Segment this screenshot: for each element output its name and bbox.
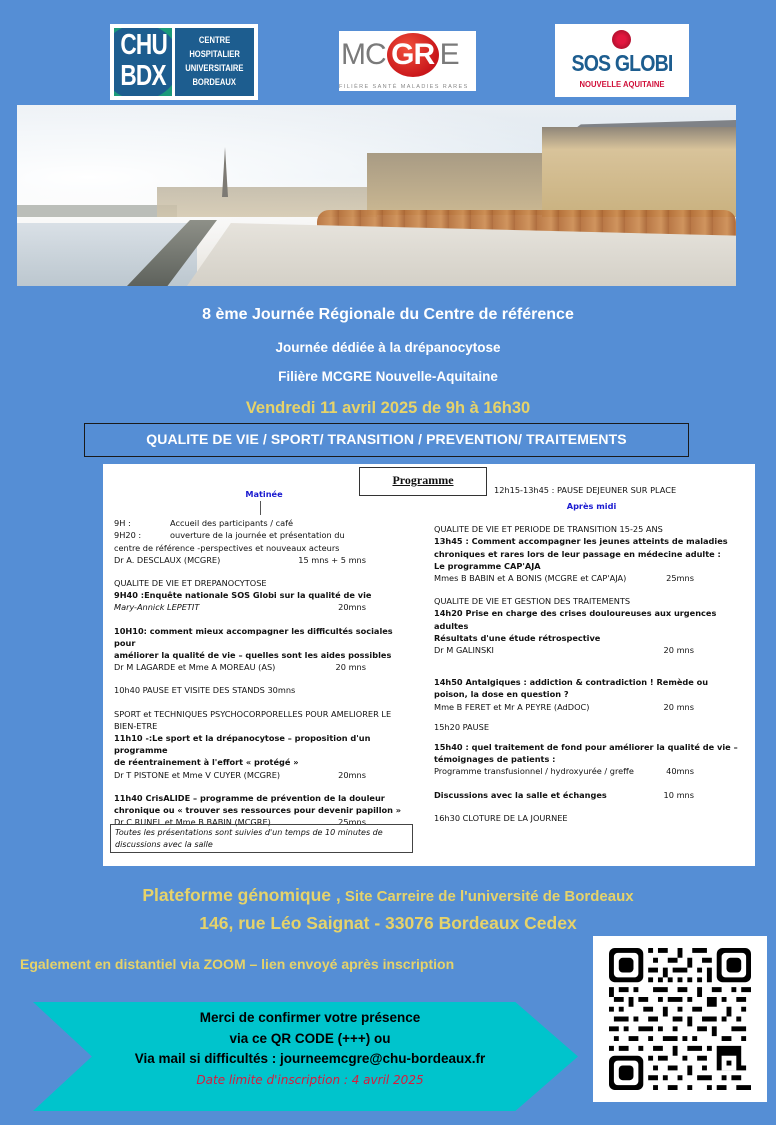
registration-email[interactable]: Via mail si difficultés : journeemcgre@chu-bordeaux.fr: [134, 1051, 486, 1066]
agenda-break-1040: 10h40 PAUSE ET VISITE DES STANDS 30mns: [114, 685, 296, 696]
mcgre-logo: MC GR E FILIÈRE SANTÉ MALADIES RARES: [339, 31, 476, 91]
agenda-item-1450: 14h50 Antalgiques : addiction & contradiction ! Remède ou poison, la dose en question ? Mme B FERET et Mr A PEYRE (AdDOC) 20 mns: [434, 677, 709, 712]
chu-mark: CHU BDX: [114, 28, 172, 96]
connector-line: [260, 501, 261, 515]
chu-bordeaux-logo: [110, 24, 258, 100]
morning-column: [114, 488, 414, 828]
sos-globi-title: SOS GLOBI: [571, 50, 673, 76]
remote-attendance-note: Egalement en distantiel via ZOOM – lien envoyé après inscription: [20, 956, 455, 972]
programme-title: Programme: [359, 467, 487, 496]
registration-qr-code[interactable]: [593, 936, 767, 1102]
venue-name: Plateforme génomique , Site Carreire de l'université de Bordeaux: [142, 885, 634, 905]
event-subtitle: Journée dédiée à la drépanocytose: [275, 340, 501, 355]
programme-panel: [103, 464, 755, 866]
chu-name: CENTRE HOSPITALIER UNIVERSITAIRE BORDEAUX: [175, 28, 254, 96]
event-date: Vendredi 11 avril 2025 de 9h à 16h30: [245, 399, 531, 417]
lunch-break: 12h15-13h45 : PAUSE DEJEUNER SUR PLACE: [494, 485, 677, 495]
registration-text: Merci de confirmer votre présence via ce QR CODE (+++) ou Via mail si difficultés : journeemcgre@chu-bordeaux.fr Date limite d'inscription : 4 avril 2025: [60, 1008, 560, 1090]
venue-address: 146, rue Léo Saignat - 33076 Bordeaux Cedex: [199, 913, 577, 933]
morning-label: Matinée: [245, 489, 283, 499]
agenda-break-1520: 15h20 PAUSE: [434, 721, 490, 732]
registration-deadline: Date limite d'inscription : 4 avril 2025: [196, 1072, 424, 1087]
flower-icon: [612, 30, 631, 49]
session-sport: SPORT et TECHNIQUES PSYCHOCORPORELLES POUR AMELIORER LE BIEN-ETRE 11h10 -:Le sport et la drépanocytose – proposition d'un programme de réentrainement à l'effort « protégé » Dr T PISTONE et Mme V CUYER (MCGRE) 20mns: [114, 708, 392, 780]
event-title: 8 ème Journée Régionale du Centre de référence: [202, 306, 574, 323]
afternoon-column: [434, 482, 749, 824]
session-transition: QUALITE DE VIE ET PERIODE DE TRANSITION 15-25 ANS 13h45 : Comment accompagner les jeunes atteints de maladies chroniques et rares lors de leur passage en médecine adulte : Le programme CAP'AJA Mmes B BABIN et A BONIS (MCGRE et CAP'AJA) 25mns: [434, 524, 728, 584]
agenda-item-1010: 10H10: comment mieux accompagner les difficultés sociales pour améliorer la qualité de vie – quelles sont les aides possibles Dr M LAGARDE et Mme A MOREAU (AS) 20 mns: [114, 625, 393, 673]
agenda-closing: 16h30 CLOTURE DE LA JOURNEE: [434, 812, 568, 823]
hero-photo-bordeaux: [17, 105, 736, 286]
discussion-note: Toutes les présentations sont suivies d'un temps de 10 minutes de discussions avec la salle: [110, 824, 413, 853]
session-quality-of-life: QUALITE DE VIE ET DREPANOCYTOSE 9H40 :Enquête nationale SOS Globi sur la qualité de vie Mary-Annick LEPETIT 20mns: [114, 578, 372, 613]
agenda-discussion: Discussions avec la salle et échanges 10 mns: [434, 789, 694, 800]
afternoon-label: Après midi: [566, 501, 617, 511]
agenda-item-0900: 9H : Accueil des participants / café 9H20 : ouverture de la journée et présentation du centre de référence -perspectives et nouveaux acteurs Dr A. DESCLAUX (MCGRE) 15 mns + 5 mns: [114, 518, 366, 565]
mcgre-red-disc: GR: [387, 33, 439, 77]
qr-code-icon: [609, 948, 751, 1090]
event-network: Filière MCGRE Nouvelle-Aquitaine: [278, 369, 498, 384]
sos-globi-subtitle: NOUVELLE AQUITAINE: [579, 79, 665, 89]
mcgre-subtitle: FILIÈRE SANTÉ MALADIES RARES: [339, 84, 469, 90]
agenda-item-1140: 11h40 CrisALIDE – programme de prévention de la douleur chronique ou « trouver ses ressources pour devenir papillon » Dr C RUNEL et Mme B BABIN (MCGRE) 25mns: [114, 792, 402, 828]
themes-banner: QUALITE DE VIE / SPORT/ TRANSITION / PREVENTION/ TRAITEMENTS: [84, 423, 689, 457]
sos-globi-logo: [555, 24, 689, 97]
agenda-item-1540: 15h40 : quel traitement de fond pour améliorer la qualité de vie – témoignages de patients : Programme transfusionnel / hydroxyurée / greffe 40mns: [434, 742, 738, 777]
session-treatments: QUALITE DE VIE ET GESTION DES TRAITEMENTS 14h20 Prise en charge des crises douloureuses aux urgences adultes Résultats d'une étude rétrospective Dr M GALINSKI 20 mns: [434, 596, 717, 656]
